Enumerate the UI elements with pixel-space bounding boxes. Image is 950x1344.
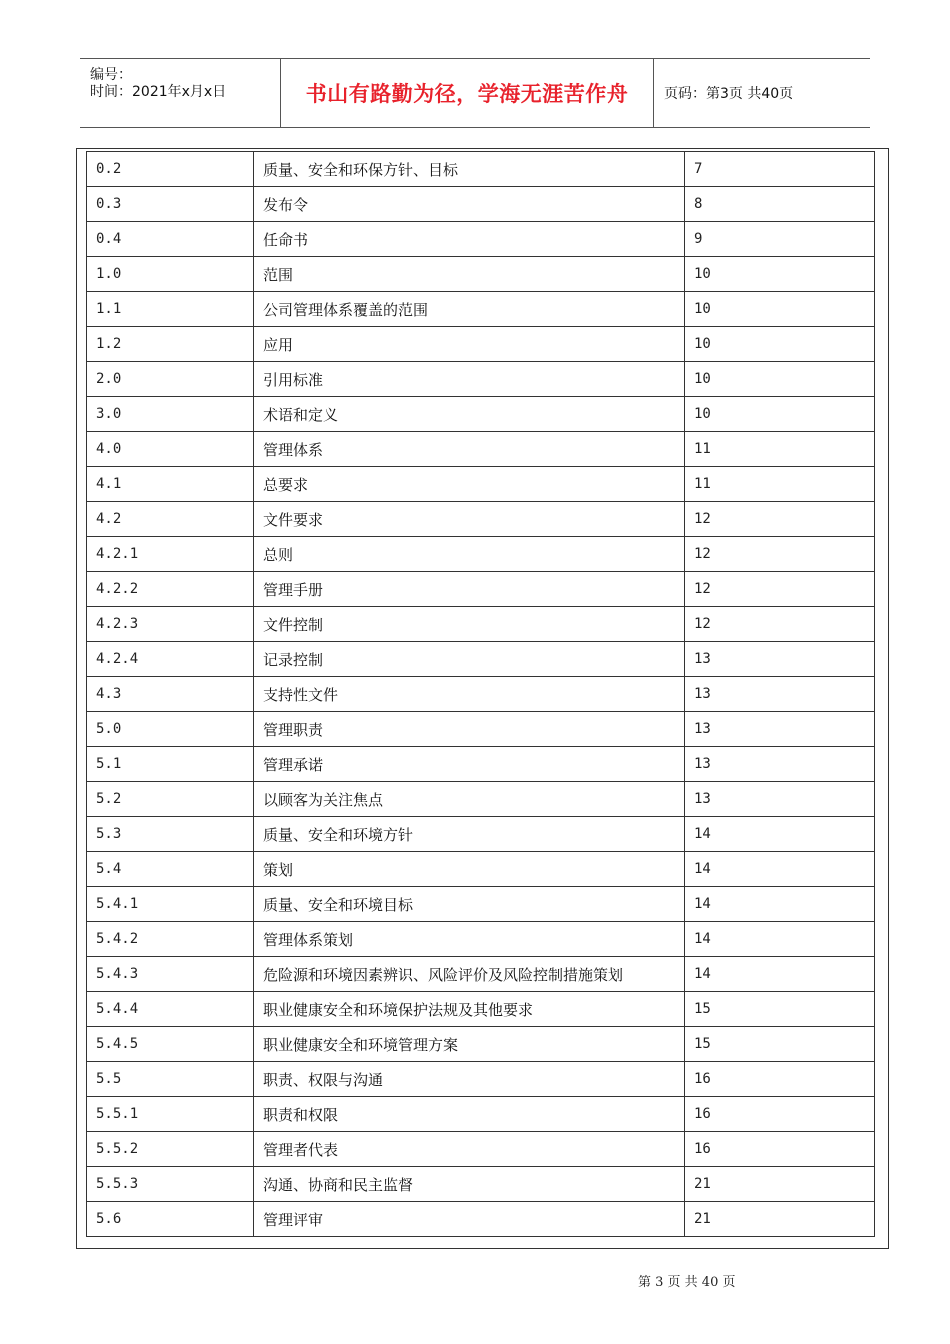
toc-row [87,887,875,922]
toc-page-number: 14 [685,817,875,852]
toc-row [87,782,875,817]
toc-section-title: 质量、安全和环境方针 [254,817,685,852]
toc-section-title: 管理手册 [254,572,685,607]
toc-row [87,292,875,327]
toc-section-title: 危险源和环境因素辨识、风险评价及风险控制措施策划 [254,957,685,992]
toc-section-title: 任命书 [254,222,685,257]
toc-page-number: 10 [685,397,875,432]
toc-section-number: 5.4.2 [87,922,254,957]
toc-section-number: 0.3 [87,187,254,222]
toc-page-number: 8 [685,187,875,222]
toc-section-number: 4.1 [87,467,254,502]
toc-section-number: 1.0 [87,257,254,292]
toc-section-number: 5.5.1 [87,1097,254,1132]
toc-section-title: 以顾客为关注焦点 [254,782,685,817]
toc-page-number: 16 [685,1062,875,1097]
toc-section-title: 管理评审 [254,1202,685,1237]
toc-row [87,817,875,852]
toc-section-title: 总要求 [254,467,685,502]
toc-row [87,502,875,537]
toc-page-number: 10 [685,292,875,327]
toc-row [87,572,875,607]
toc-section-number: 0.4 [87,222,254,257]
toc-section-number: 0.2 [87,152,254,187]
toc-section-title: 职责和权限 [254,1097,685,1132]
toc-section-number: 5.4.4 [87,992,254,1027]
toc-section-title: 职业健康安全和环境保护法规及其他要求 [254,992,685,1027]
toc-section-number: 1.1 [87,292,254,327]
toc-row [87,1202,875,1237]
toc-section-number: 4.3 [87,677,254,712]
toc-section-number: 3.0 [87,397,254,432]
toc-page-number: 16 [685,1097,875,1132]
toc-section-title: 发布令 [254,187,685,222]
toc-page-number: 10 [685,362,875,397]
toc-row [87,852,875,887]
toc-page-number: 14 [685,922,875,957]
toc-section-title: 管理职责 [254,712,685,747]
toc-section-number: 1.2 [87,327,254,362]
toc-page-number: 12 [685,572,875,607]
toc-page-number: 15 [685,992,875,1027]
toc-section-number: 4.2 [87,502,254,537]
toc-section-title: 职业健康安全和环境管理方案 [254,1027,685,1062]
toc-section-number: 5.3 [87,817,254,852]
toc-page-number: 10 [685,257,875,292]
header-page-info: 页码：第3页 共40页 [664,86,794,102]
toc-section-title: 记录控制 [254,642,685,677]
toc-section-title: 总则 [254,537,685,572]
toc-page-number: 11 [685,432,875,467]
toc-row [87,1062,875,1097]
toc-page-number: 13 [685,747,875,782]
page-header [80,58,870,128]
toc-page-number: 13 [685,677,875,712]
toc-row [87,922,875,957]
toc-row [87,1097,875,1132]
toc-page-number: 11 [685,467,875,502]
toc-row [87,327,875,362]
toc-section-title: 文件要求 [254,502,685,537]
toc-page-number: 15 [685,1027,875,1062]
toc-section-number: 4.2.3 [87,607,254,642]
toc-section-title: 管理体系策划 [254,922,685,957]
toc-page-number: 14 [685,887,875,922]
toc-section-number: 5.2 [87,782,254,817]
toc-section-title: 质量、安全和环保方针、目标 [254,152,685,187]
toc-section-number: 2.0 [87,362,254,397]
toc-section-number: 5.4.3 [87,957,254,992]
toc-page-number: 16 [685,1132,875,1167]
toc-row [87,642,875,677]
toc-table [86,151,875,1237]
header-slogan: 书山有路勤为径，学海无涯苦作舟 [281,59,654,127]
toc-section-title: 职责、权限与沟通 [254,1062,685,1097]
toc-section-title: 支持性文件 [254,677,685,712]
toc-row [87,607,875,642]
toc-section-number: 4.0 [87,432,254,467]
toc-section-number: 4.2.1 [87,537,254,572]
footer-page-number: 第 3 页 共 40 页 [638,1275,736,1290]
toc-row [87,257,875,292]
toc-page-number: 14 [685,957,875,992]
toc-page-number: 7 [685,152,875,187]
toc-page-number: 12 [685,502,875,537]
toc-row [87,1027,875,1062]
toc-section-number: 5.5.3 [87,1167,254,1202]
toc-section-title: 管理者代表 [254,1132,685,1167]
toc-page-number: 10 [685,327,875,362]
toc-row [87,1167,875,1202]
toc-page-number: 13 [685,712,875,747]
toc-section-number: 4.2.4 [87,642,254,677]
toc-row [87,712,875,747]
toc-page-number: 21 [685,1167,875,1202]
toc-section-number: 5.5 [87,1062,254,1097]
toc-section-number: 5.4 [87,852,254,887]
document-number-label: 编号： [90,67,132,83]
toc-section-title: 质量、安全和环境目标 [254,887,685,922]
toc-section-number: 5.0 [87,712,254,747]
toc-section-title: 沟通、协商和民主监督 [254,1167,685,1202]
toc-section-title: 范围 [254,257,685,292]
toc-section-title: 引用标准 [254,362,685,397]
toc-section-number: 5.1 [87,747,254,782]
toc-section-title: 公司管理体系覆盖的范围 [254,292,685,327]
toc-row [87,432,875,467]
toc-page-number: 14 [685,852,875,887]
header-meta [80,59,281,127]
toc-row [87,957,875,992]
toc-section-number: 5.4.1 [87,887,254,922]
toc-section-number: 5.4.5 [87,1027,254,1062]
toc-section-number: 4.2.2 [87,572,254,607]
toc-row [87,222,875,257]
toc-page-number: 13 [685,782,875,817]
toc-page-number: 9 [685,222,875,257]
toc-body [87,152,875,1237]
toc-row [87,397,875,432]
toc-row [87,1132,875,1167]
document-time-label: 时间：2021年x月x日 [90,84,227,100]
toc-section-title: 管理体系 [254,432,685,467]
toc-row [87,747,875,782]
toc-section-title: 管理承诺 [254,747,685,782]
toc-page-number: 12 [685,537,875,572]
toc-page-number: 13 [685,642,875,677]
toc-section-number: 5.6 [87,1202,254,1237]
toc-page-number: 12 [685,607,875,642]
toc-row [87,467,875,502]
toc-row [87,537,875,572]
toc-row [87,362,875,397]
toc-row [87,187,875,222]
toc-row [87,152,875,187]
toc-page-number: 21 [685,1202,875,1237]
toc-section-title: 术语和定义 [254,397,685,432]
toc-row [87,992,875,1027]
toc-section-title: 文件控制 [254,607,685,642]
toc-row [87,677,875,712]
toc-section-title: 应用 [254,327,685,362]
toc-section-number: 5.5.2 [87,1132,254,1167]
toc-section-title: 策划 [254,852,685,887]
